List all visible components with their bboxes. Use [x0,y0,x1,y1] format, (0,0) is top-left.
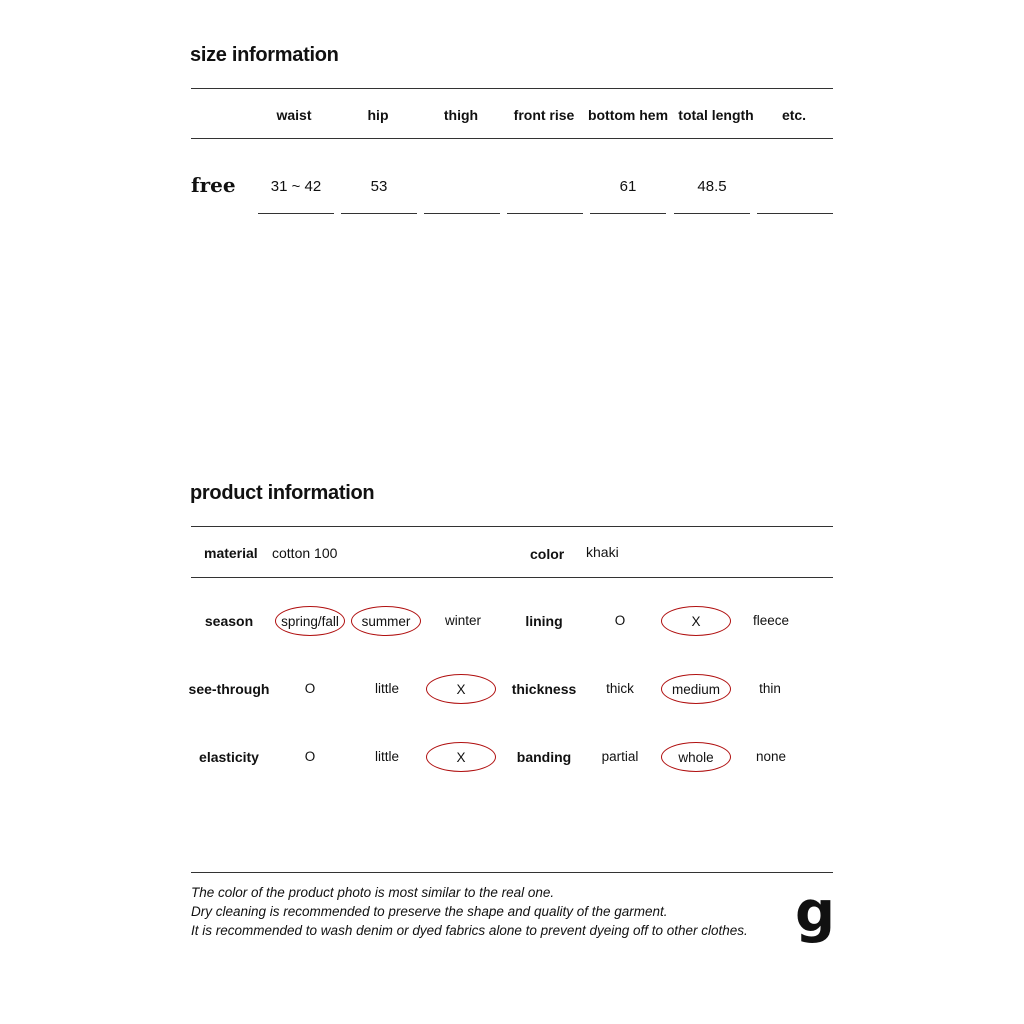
see-through-option-o: O [304,681,316,696]
lining-option-x: X [661,606,731,636]
season-option-summer: summer [351,606,421,636]
notes-top-rule [191,872,833,873]
see-through-option-little: little [374,681,399,696]
size-cell-underline [424,213,500,214]
size-table-top-rule [191,88,833,89]
size-header-total-length: total length [678,107,754,123]
elasticity-option-x: X [426,742,496,772]
lining-option-fleece: fleece [752,613,790,628]
size-cell-underline [507,213,583,214]
thickness-option-thin: thin [759,681,781,696]
elasticity-option-o: O [304,749,316,764]
size-cell-underline [341,213,417,214]
size-value-total-length: 48.5 [697,178,727,195]
size-table-header-rule [191,138,833,139]
product-table-top-rule [191,526,833,527]
thickness-label: thickness [511,681,577,697]
see-through-label: see-through [188,681,270,697]
thickness-option-thick: thick [606,681,634,696]
note-line-2: Dry cleaning is recommended to preserve the shape and quality of the garment. [191,904,668,919]
brand-logo: g [795,880,836,945]
season-label: season [204,613,254,629]
size-header-bottom-hem: bottom hem [587,107,669,123]
banding-option-partial: partial [601,749,639,764]
season-option-spring-fall: spring/fall [275,606,345,636]
product-table-mid-rule [191,577,833,578]
size-header-waist: waist [276,107,312,123]
thickness-option-medium: medium [661,674,731,704]
size-cell-underline [674,213,750,214]
color-value: khaki [586,544,619,560]
season-option-winter: winter [444,613,481,628]
size-row-label: free [191,173,236,197]
see-through-option-x: X [426,674,496,704]
material-value: cotton 100 [272,545,338,561]
note-line-3: It is recommended to wash denim or dyed fabrics alone to prevent dyeing off to other clothes. [191,923,748,938]
size-header-thigh: thigh [443,107,479,123]
size-cell-underline [258,213,334,214]
elasticity-label: elasticity [199,749,259,765]
banding-option-none: none [755,749,787,764]
size-cell-underline [590,213,666,214]
size-value-waist: 31 ~ 42 [270,178,322,195]
size-header-etc: etc. [781,107,807,123]
note-line-1: The color of the product photo is most similar to the real one. [191,885,555,900]
size-header-front-rise: front rise [513,107,575,123]
size-header-hip: hip [367,107,389,123]
size-cell-underline [757,213,833,214]
size-info-title: size information [190,44,339,66]
elasticity-option-little: little [374,749,399,764]
material-label: material [204,545,258,561]
banding-option-whole: whole [661,742,731,772]
banding-label: banding [516,749,572,765]
lining-label: lining [525,613,563,629]
size-value-hip: 53 [370,178,388,195]
product-info-title: product information [190,482,375,504]
size-value-bottom-hem: 61 [619,178,637,195]
color-label: color [530,546,565,562]
lining-option-o: O [614,613,626,628]
